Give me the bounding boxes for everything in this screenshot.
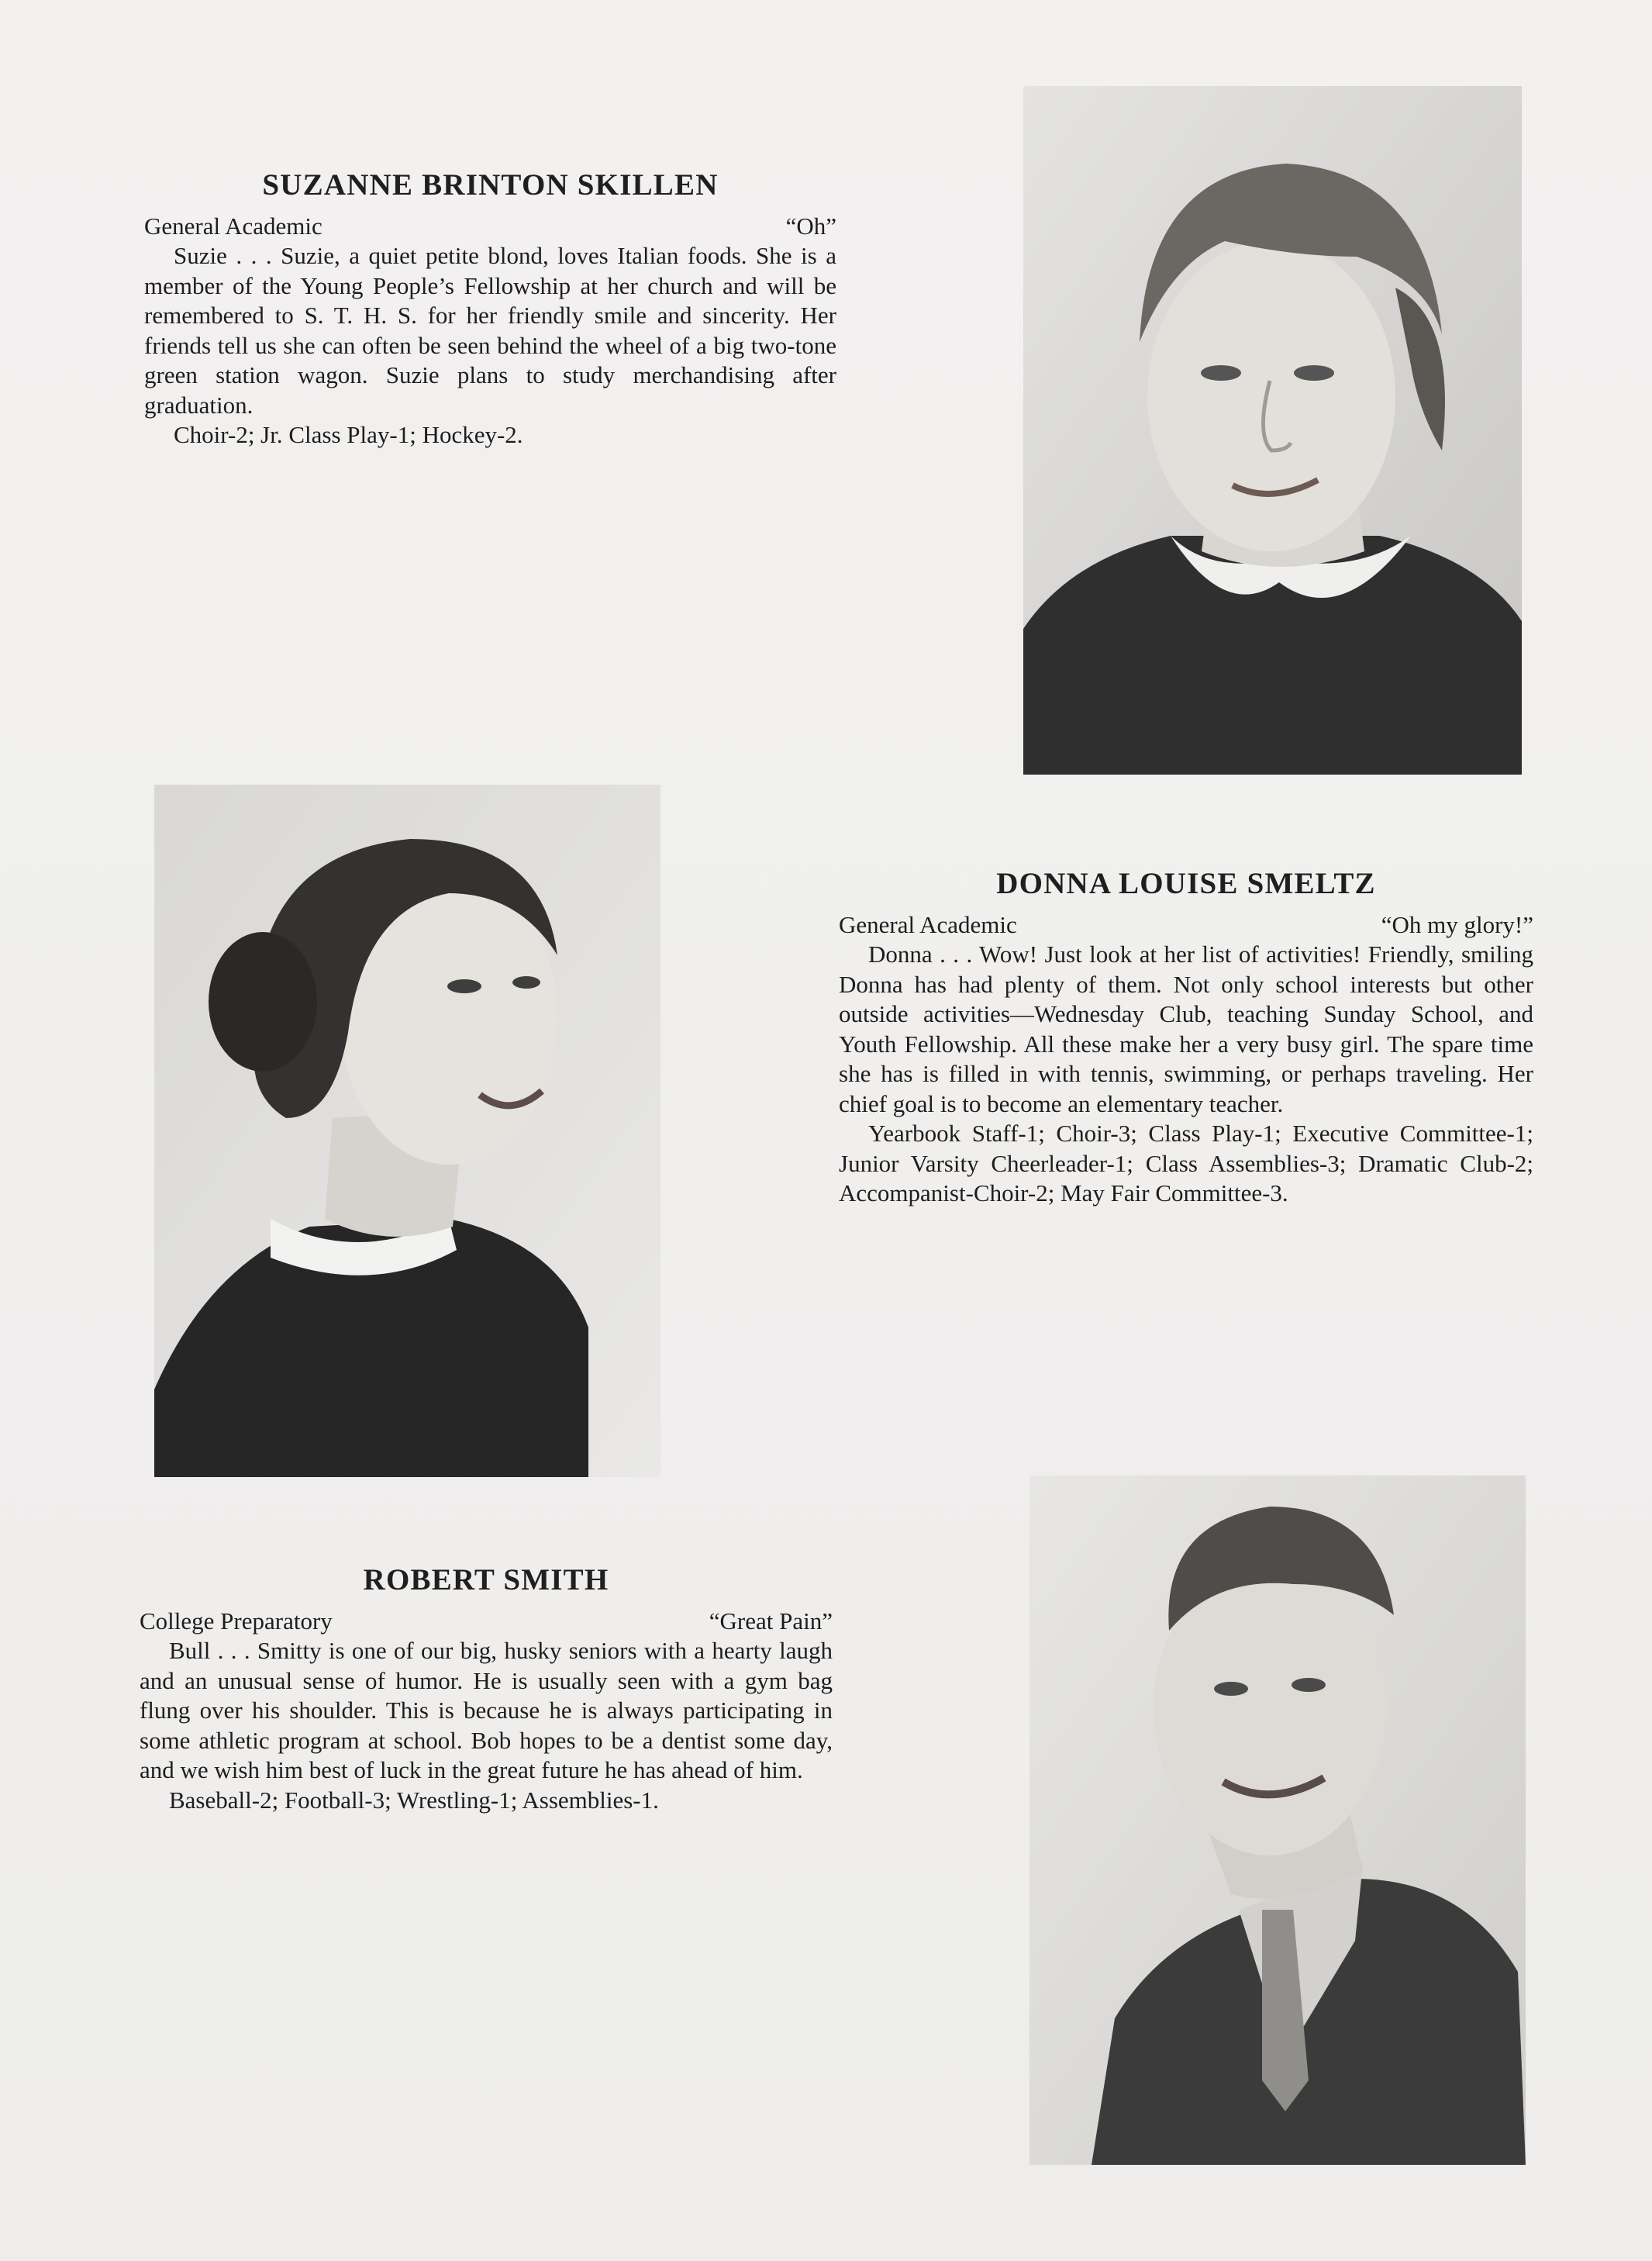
portrait-image <box>1023 86 1522 775</box>
senior-entry-skillen <box>144 167 836 450</box>
senior-meta <box>839 910 1533 940</box>
senior-meta <box>144 212 836 241</box>
portrait-image <box>154 785 660 1477</box>
senior-quote: “Oh” <box>785 212 836 240</box>
portrait-photo-smeltz <box>154 785 660 1477</box>
course-label: General Academic <box>144 212 322 240</box>
portrait-photo-smith <box>1029 1476 1526 2165</box>
portrait-photo-skillen <box>1023 86 1522 775</box>
senior-name: SUZANNE BRINTON SKILLEN <box>262 168 719 202</box>
course-label: College Preparatory <box>140 1607 333 1634</box>
portrait-image <box>1029 1476 1526 2165</box>
senior-quote: “Great Pain” <box>709 1607 833 1634</box>
senior-name: ROBERT SMITH <box>363 1563 609 1597</box>
senior-bio: Suzie . . . Suzie, a quiet petite blond, loves Italian foods. She is a member of the Young People’s Fellowship at her church and will be remembered to S. T. H. S. for her friendly smile and sincerity. Her friends tell us she can often be seen behind the wheel of a big two-tone green station wagon. Suzie plans to study merchandising after graduation. <box>144 242 836 419</box>
senior-activities: Baseball-2; Football-3; Wrestling-1; Assemblies-1. <box>169 1786 659 1814</box>
course-label: General Academic <box>839 911 1017 938</box>
senior-meta <box>140 1607 833 1636</box>
senior-bio: Donna . . . Wow! Just look at her list of activities! Friendly, smiling Donna has had plenty of them. Not only school interests but other outside activities—Wednesday Club, teaching Sunday School, and Youth Fellowship. All these make her a very busy girl. The spare time she has is filled in with tennis, swimming, or perhaps traveling. Her chief goal is to become an elementary teacher. <box>839 941 1533 1117</box>
senior-quote: “Oh my glory!” <box>1381 911 1533 938</box>
senior-entry-smith <box>140 1562 833 1815</box>
senior-name: DONNA LOUISE SMELTZ <box>996 867 1376 900</box>
senior-activities: Yearbook Staff-1; Choir-3; Class Play-1; Executive Committee-1; Junior Varsity Cheerleader-1; Class Assemblies-3; Dramatic Club-2; Accompanist-Choir-2; May Fair Committee-3. <box>839 1120 1533 1206</box>
senior-bio: Bull . . . Smitty is one of our big, husky seniors with a hearty laugh and an unusual sense of humor. He is usually seen with a gym bag flung over his shoulder. This is because he is always participating in some athletic program at school. Bob hopes to be a dentist some day, and we wish him best of luck in the great future he has ahead of him. <box>140 1637 833 1783</box>
senior-activities: Choir-2; Jr. Class Play-1; Hockey-2. <box>174 421 523 448</box>
senior-entry-smeltz <box>839 866 1533 1209</box>
